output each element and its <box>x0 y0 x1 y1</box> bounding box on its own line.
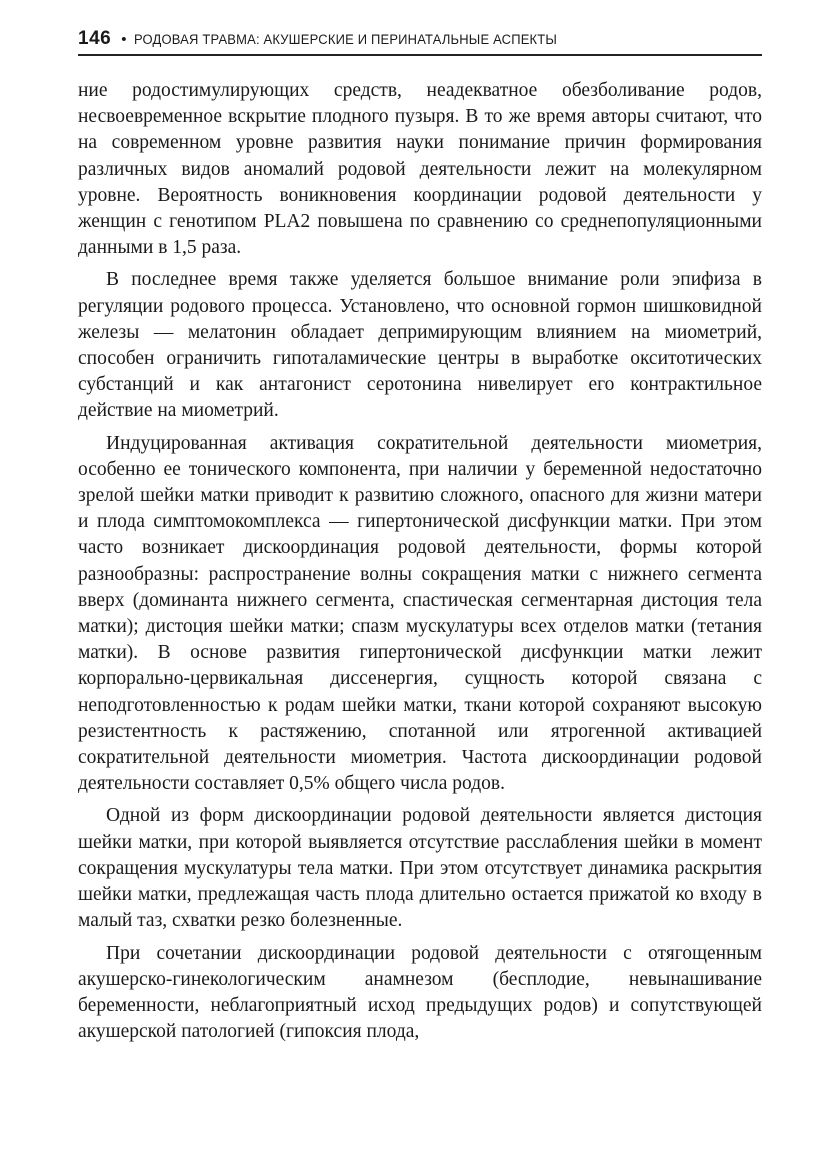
page-header <box>78 24 762 56</box>
running-title: РОДОВАЯ ТРАВМА: АКУШЕРСКИЕ И ПЕРИНАТАЛЬНЫЕ АСПЕКТЫ <box>134 31 558 47</box>
page-number: 146 <box>78 28 112 49</box>
paragraph: При сочетании дискоординации родовой деятельности с отягощенным акушерско-гинекологическим анамнезом (бесплодие, невынашивание беременности, неблагоприятный исход предыдущих родов) и сопутствующей акушерской патологией (гипоксия плода, <box>78 942 762 1043</box>
paragraph: Индуцированная активация сократительной деятельности миометрия, особенно ее тонического компонента, при наличии у беременной недостаточно зрелой шейки матки приводит к развитию сложного, опасного для жизни матери и плода симптомокомплекса — гипертонической дисфункции матки. При этом часто возникает дискоординация родовой деятельности, формы которой разнообразны: распространение волны сокращения матки с нижнего сегмента вверх (доминанта нижнего сегмента, спастическая сегментарная дистоция тела матки); дистоция шейки матки; спазм мускулатуры всех отделов матки (тетания матки). В основе развития гипертонической дисфункции матки лежит корпорально-цервикальная диссенергия, сущность которой связана с неподготовленностью к родам шейки матки, ткани которой сохраняют высокую резистентность к растяжению, спотанной или ятрогенной активацией сократительной деятельности миометрия. Частота дискоординации родовой деятельности составляет 0,5% общего числа родов. <box>78 432 762 795</box>
paragraph: В последнее время также уделяется большое внимание роли эпифиза в регуляции родового процесса. Установлено, что основной гормон шишковидной железы — мелатонин обладает депримирующим влиянием на миометрий, способен ограничить гипоталамические центры в выработке окситотических субстанций и как антагонист серотонина нивелирует его контрактильное действие на миометрий. <box>78 269 762 422</box>
text-body <box>78 78 762 1051</box>
header-bullet: • <box>121 30 127 48</box>
paragraph-continued: ние родостимулирующих средств, неадекватное обезболивание родов, несвоевременное вскрытие плодного пузыря. В то же время авторы считают, что на современном уровне развития науки понимание причин формирования различных видов аномалий родовой деятельности лежит на молекулярном уровне. Вероятность воникновения координации родовой деятельности у женщин с генотипом PLA2 повышена по сравнению со среднепопуляционными данными в 1,5 раза. <box>78 80 762 259</box>
paragraph: Одной из форм дискоординации родовой деятельности является дистоция шейки матки, при которой выявляется отсутствие расслабления шейки в момент сокращения мускулатуры тела матки. При этом отсутствует динамика раскрытия шейки матки, предлежащая часть плода длительно остается прижатой ко входу в малый таз, схватки резко болезненные. <box>78 805 762 932</box>
